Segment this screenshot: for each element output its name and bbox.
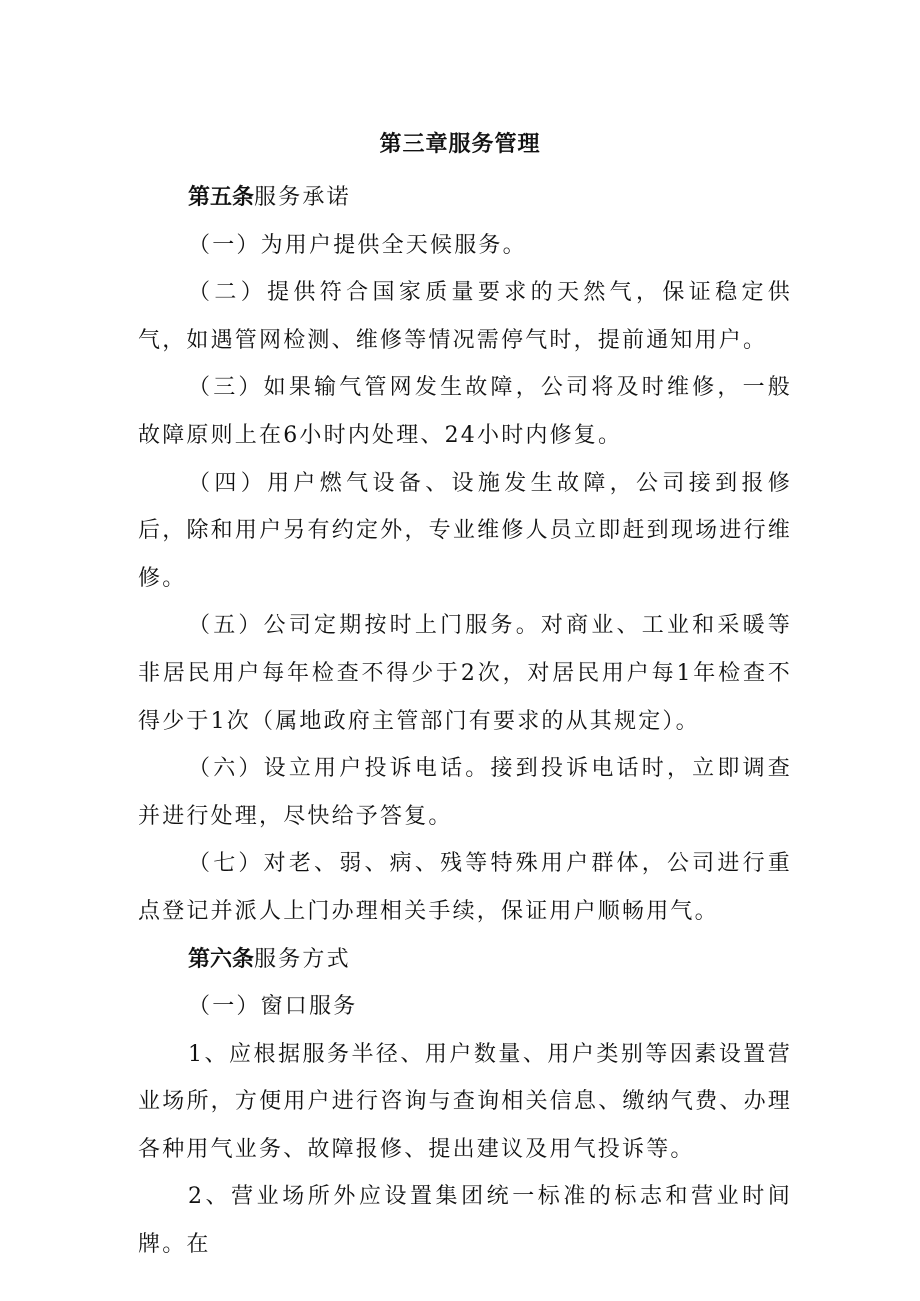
article-5-item-1: （一）为用户提供全天候服务。 — [188, 232, 527, 258]
article-5-heading — [138, 174, 792, 222]
article-6-subsection-1: （一）窗口服务 — [188, 994, 358, 1020]
article-5-label: 第五条 — [188, 184, 255, 210]
article-6-point-1: 1、应根据服务半径、用户数量、用户类别等因素设置营业场所，方便用户进行咨询与查询相关信息、缴纳气费、办理各种用气业务、故障报修、提出建议及用气投诉等。 — [138, 1041, 792, 1162]
article-6-heading — [138, 936, 792, 984]
article-5-item-5: （五）公司定期按时上门服务。对商业、工业和采暖等非居民用户每年检查不得少于2次，对居民用户每1年检查不得少于1次（属地政府主管部门有要求的从其规定）。 — [138, 613, 792, 734]
article-5-item-3: （三）如果输气管网发生故障，公司将及时维修，一般故障原则上在6小时内处理、24小时内修复。 — [138, 375, 792, 448]
article-5-item-6: （六）设立用户投诉电话。接到投诉电话时，立即调查并进行处理，尽快给予答复。 — [138, 756, 792, 829]
article-5-item-2: （二）提供符合国家质量要求的天然气，保证稳定供气，如遇管网检测、维修等情况需停气时，提前通知用户。 — [138, 280, 792, 353]
chapter-title: 第三章服务管理 — [379, 131, 541, 157]
article-5-item-7: （七）对老、弱、病、残等特殊用户群体，公司进行重点登记并派人上门办理相关手续，保证用户顺畅用气。 — [138, 851, 792, 924]
document-body — [138, 174, 792, 1269]
article-5-title: 服务承诺 — [254, 185, 351, 210]
article-6-point-2: 2、营业场所外应设置集团统一标准的标志和营业时间牌。在 — [138, 1184, 792, 1258]
article-5-item-4: （四）用户燃气设备、设施发生故障，公司接到报修后，除和用户另有约定外，专业维修人员立即赶到现场进行维修。 — [138, 470, 792, 591]
article-6-title: 服务方式 — [254, 946, 351, 972]
article-6-label: 第六条 — [188, 945, 255, 972]
